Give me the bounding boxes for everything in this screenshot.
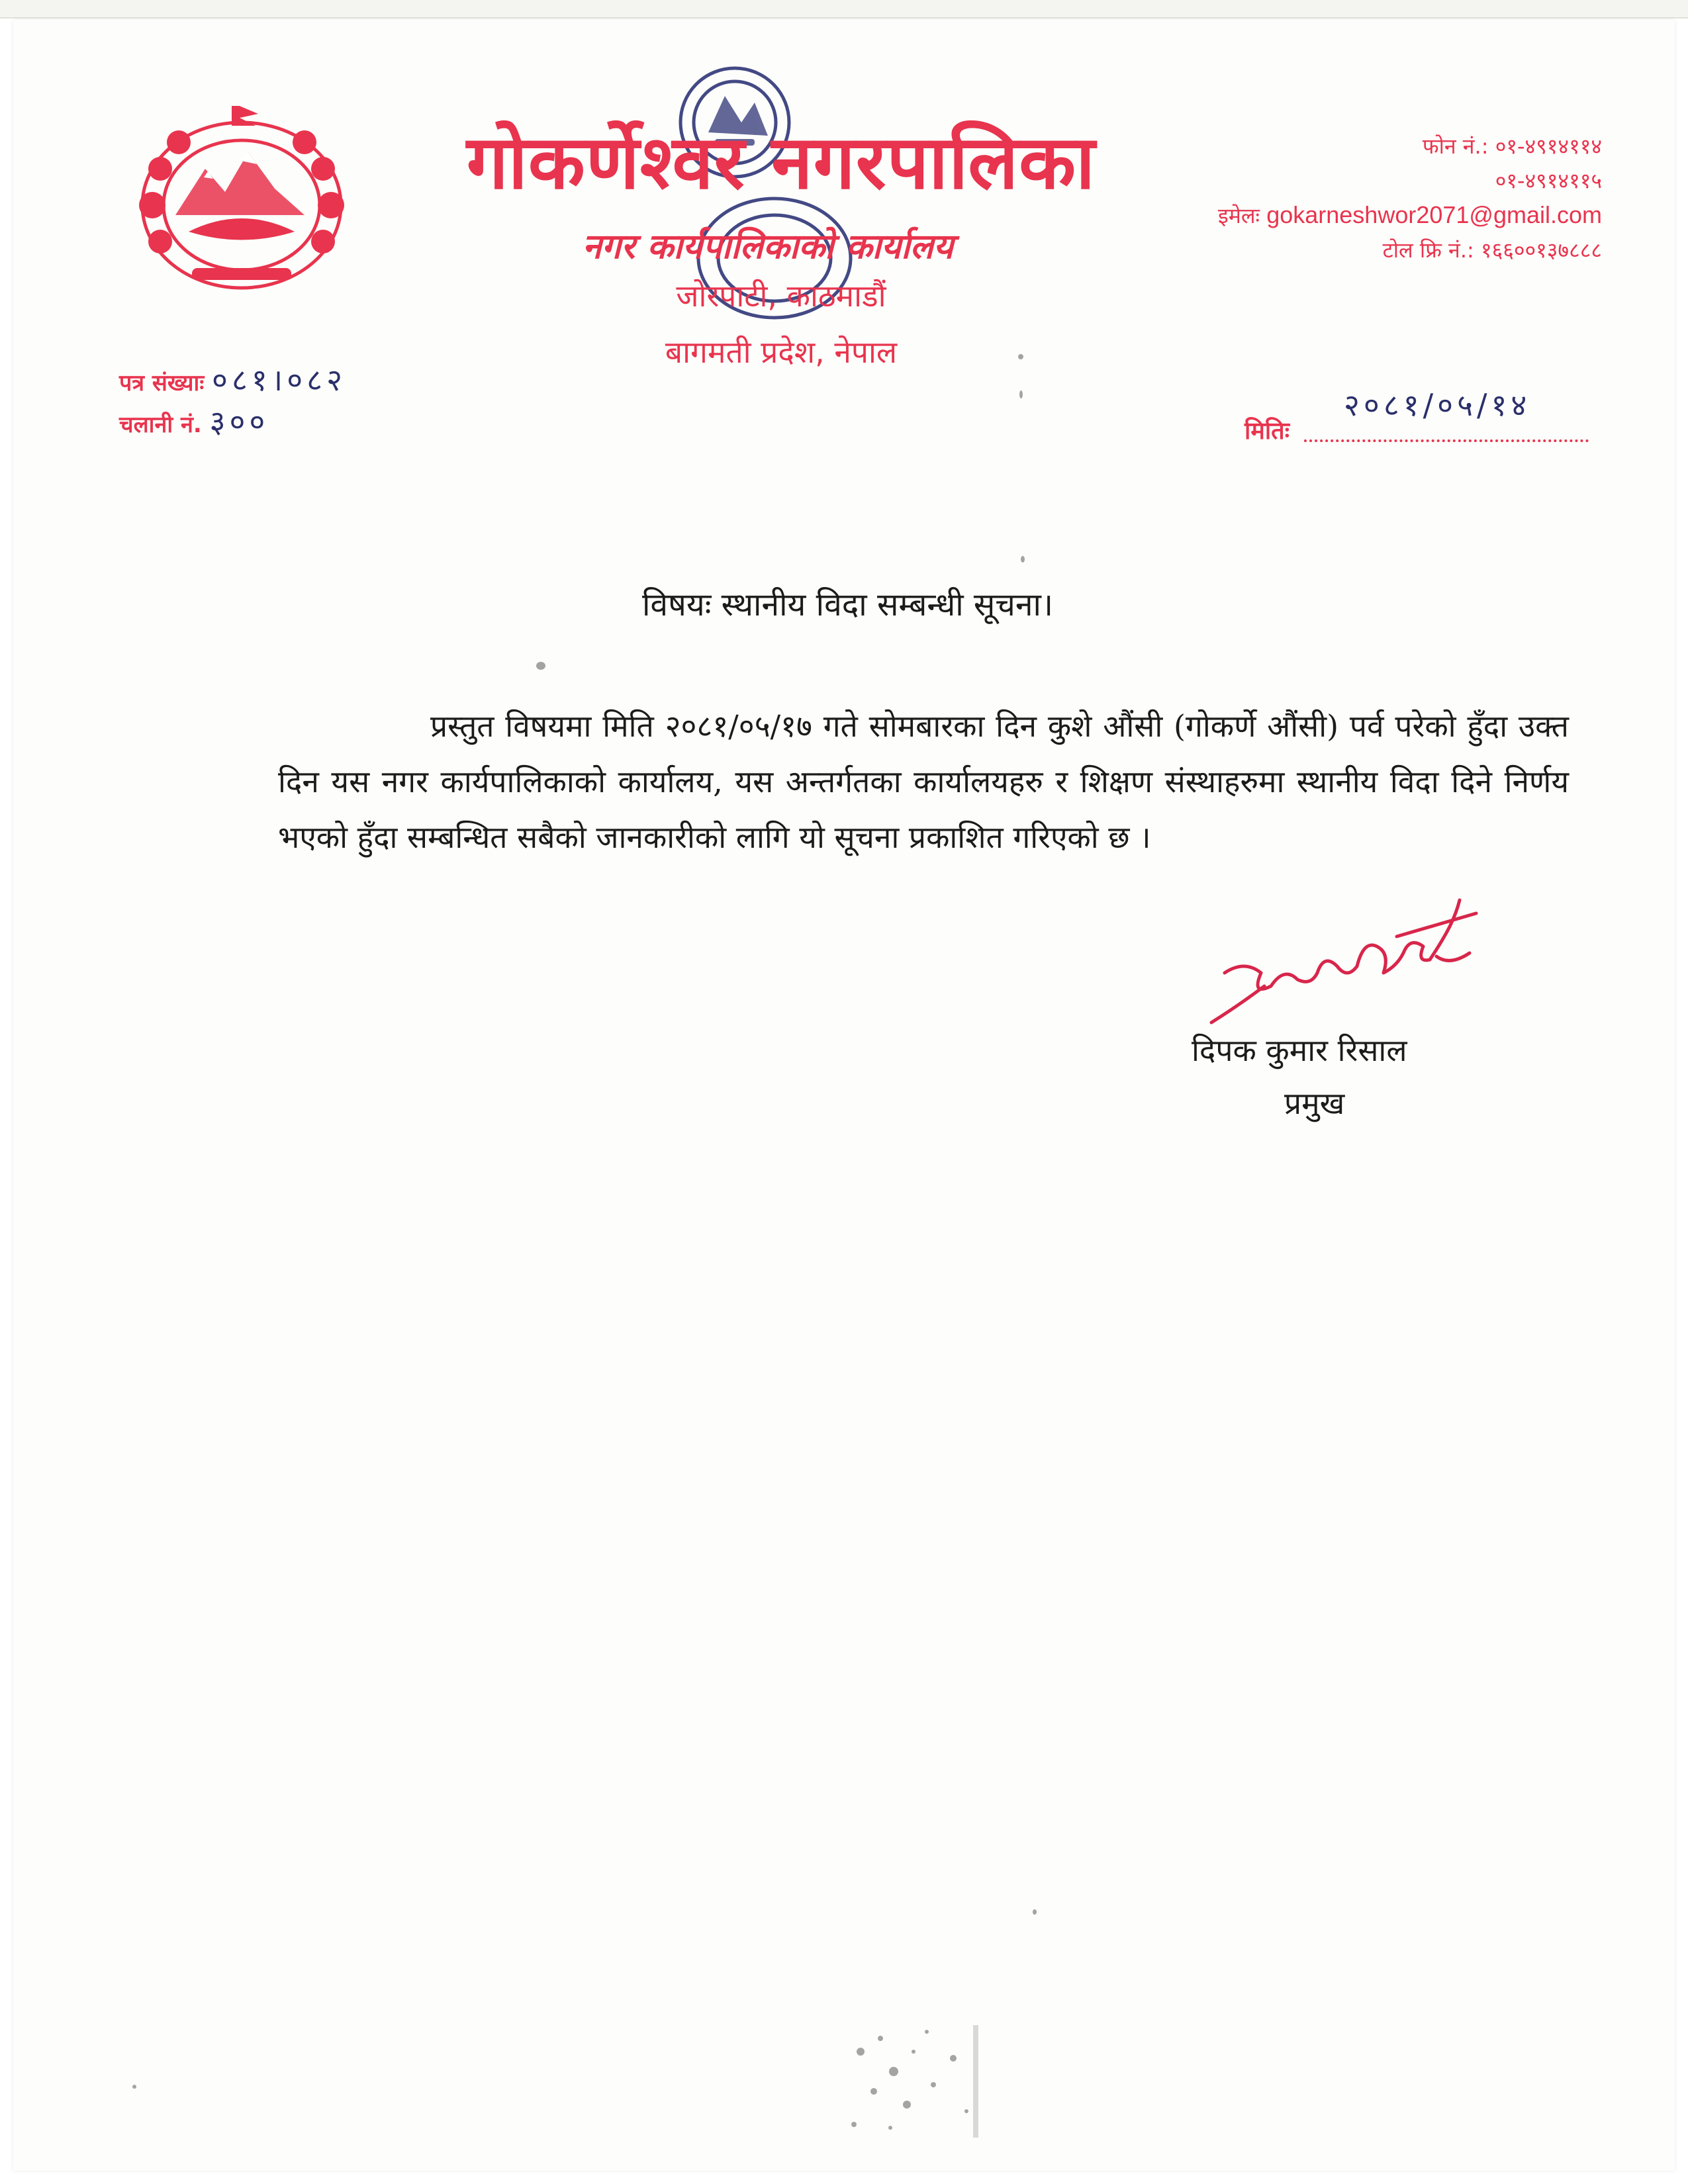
letter-no-row — [119, 361, 346, 402]
date-value: २०८१/०५/१४ — [1344, 387, 1531, 423]
signatory-title: प्रमुख — [1284, 1085, 1345, 1121]
address-line-1: जोरपाटी, काठमाडौं — [676, 278, 886, 314]
phone-label: फोन नं.: — [1422, 134, 1489, 159]
handwritten-signature — [1198, 874, 1489, 1032]
subject-line: विषयः स्थानीय विदा सम्बन्धी सूचना। — [642, 586, 1054, 623]
nepal-emblem-logo — [126, 106, 357, 298]
email-value: gokarneshwor2071@gmail.com — [1266, 201, 1602, 228]
dispatch-no-label: चलानी नं. — [119, 412, 202, 438]
letter-no-value: ०८१।०८२ — [212, 362, 346, 398]
dispatch-no-row — [119, 402, 346, 444]
scan-top-edge — [0, 0, 1688, 19]
tollfree-value: १६६००१३७८८८ — [1480, 238, 1602, 263]
email-row — [1139, 198, 1602, 233]
phone-row-2 — [1139, 163, 1602, 198]
org-name: गोकर्णेश्वर नगरपालिका — [466, 120, 1096, 206]
phone-1: ०१-४९१४११४ — [1495, 134, 1602, 159]
letter-no-label: पत्र संख्याः — [119, 370, 205, 396]
tollfree-row — [1139, 233, 1602, 267]
scan-speck — [132, 2085, 136, 2089]
phone-2: ०१-४९१४११५ — [1495, 168, 1602, 193]
dispatch-no-value: ३०० — [209, 404, 269, 439]
address-line-2: बागमती प्रदेश, नेपाल — [665, 334, 898, 370]
date-block — [1244, 384, 1589, 450]
email-label: इमेलः — [1218, 203, 1260, 228]
tollfree-label: टोल फ्रि नं.: — [1382, 238, 1474, 263]
office-name: नगर कार्यपालिकाको कार्यालय — [582, 227, 954, 267]
signatory-name: दिपक कुमार रिसाल — [1192, 1032, 1407, 1068]
scan-speck — [1021, 556, 1025, 563]
date-label: मितिः — [1244, 418, 1289, 445]
contact-block — [1139, 129, 1602, 267]
scan-noise-smudge — [834, 2012, 993, 2144]
phone-row — [1139, 129, 1602, 163]
scan-speck — [1033, 1909, 1037, 1915]
scan-speck — [536, 662, 545, 670]
scan-speck — [1018, 354, 1023, 359]
scan-speck — [1019, 390, 1023, 398]
notice-body: प्रस्तुत विषयमा मिति २०८१/०५/१७ गते सोमबारका दिन कुशे औंसी (गोकर्णे औंसी) पर्व परेको हुँदा उक्त दिन यस नगर कार्यपालिकाको कार्यालय, यस अन्तर्गतका कार्यालयहरु र शिक्षण संस्थाहरुमा स्थानीय विदा दिने निर्णय भएको हुँदा सम्बन्धित सबैको जानकारीको लागि यो सूचना प्रकाशित गरिएको छ । — [278, 708, 1569, 855]
date-dotted-line — [1304, 439, 1589, 442]
reference-block — [119, 361, 346, 444]
